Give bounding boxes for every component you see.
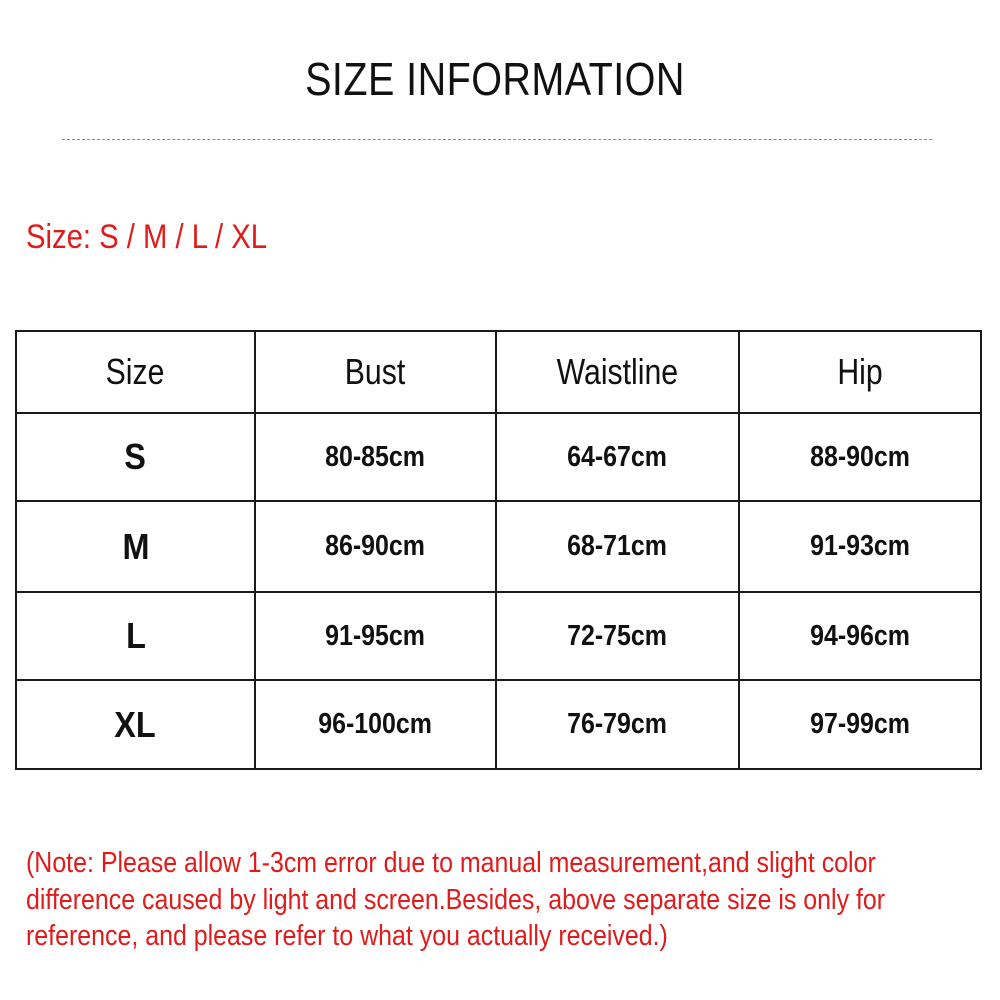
- size-cell: S: [16, 413, 255, 501]
- header-bust: Bust: [255, 331, 496, 413]
- waistline-cell: 64-67cm: [496, 413, 739, 501]
- waistline-cell: 68-71cm: [496, 501, 739, 592]
- size-chart-table: [15, 330, 982, 770]
- note-line: reference, and please refer to what you actually received.): [26, 920, 668, 952]
- dashed-divider: [62, 139, 932, 140]
- table-row: [16, 413, 981, 501]
- table-row: [16, 592, 981, 680]
- table-row: [16, 501, 981, 592]
- table-header-row: [16, 331, 981, 413]
- hip-cell: 97-99cm: [739, 680, 981, 769]
- table-row: [16, 680, 981, 769]
- hip-cell: 91-93cm: [739, 501, 981, 592]
- hip-cell: 88-90cm: [739, 413, 981, 501]
- available-sizes-label: Size: S / M / L / XL: [26, 218, 268, 256]
- measurement-note: [26, 845, 955, 955]
- page-title: SIZE INFORMATION: [305, 53, 685, 105]
- note-line: (Note: Please allow 1-3cm error due to manual measurement,and slight color: [26, 847, 876, 879]
- size-cell: M: [16, 501, 255, 592]
- header-size: Size: [16, 331, 255, 413]
- bust-cell: 96-100cm: [255, 680, 496, 769]
- waistline-cell: 76-79cm: [496, 680, 739, 769]
- waistline-cell: 72-75cm: [496, 592, 739, 680]
- header-hip: Hip: [739, 331, 981, 413]
- bust-cell: 80-85cm: [255, 413, 496, 501]
- bust-cell: 86-90cm: [255, 501, 496, 592]
- size-cell: L: [16, 592, 255, 680]
- size-cell: XL: [16, 680, 255, 769]
- note-line: difference caused by light and screen.Besides, above separate size is only for: [26, 883, 886, 916]
- header-waistline: Waistline: [496, 331, 739, 413]
- hip-cell: 94-96cm: [739, 592, 981, 680]
- bust-cell: 91-95cm: [255, 592, 496, 680]
